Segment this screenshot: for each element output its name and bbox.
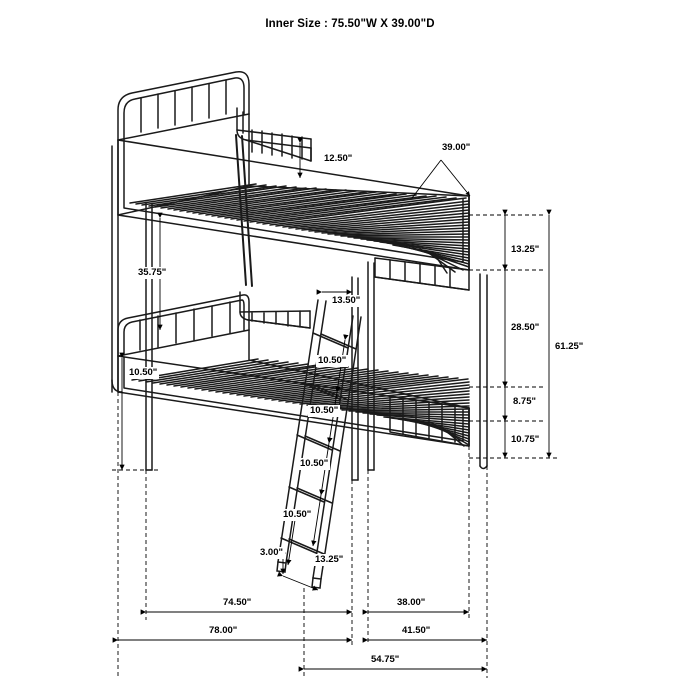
page-title: Inner Size : 75.50"W X 39.00"D: [265, 18, 435, 30]
dim-label-ladder-step-1: 10.50": [318, 355, 347, 366]
dim-label-13-50: 13.50": [332, 295, 361, 306]
dim-label-39-00: 39.00": [442, 142, 471, 153]
dim-label-3-00: 3.00": [260, 547, 283, 558]
dim-label-38-00: 38.00": [397, 597, 426, 608]
dim-label-ladder-step-2: 10.50": [310, 405, 339, 416]
dim-label-10-50-post: 10.50": [129, 367, 158, 378]
dim-label-8-75: 8.75": [513, 396, 536, 407]
dim-label-54-75: 54.75": [371, 654, 400, 665]
dim-label-28-50: 28.50": [511, 322, 540, 333]
dim-label-41-50: 41.50": [402, 625, 431, 636]
dim-label-78-00: 78.00": [209, 625, 238, 636]
dim-label-10-75: 10.75": [511, 434, 540, 445]
dim-label-12-50: 12.50": [324, 153, 353, 164]
dim-label-ladder-step-4: 10.50": [283, 509, 312, 520]
dim-label-13-25-right: 13.25": [511, 244, 540, 255]
dim-label-74-50: 74.50": [223, 597, 252, 608]
dim-label-13-25-ladder: 13.25": [315, 554, 344, 565]
dim-label-ladder-step-3: 10.50": [300, 458, 329, 469]
dim-label-61-25: 61.25": [555, 341, 584, 352]
dim-label-35-75: 35.75": [138, 267, 167, 278]
ladder-illustration: [277, 300, 361, 588]
